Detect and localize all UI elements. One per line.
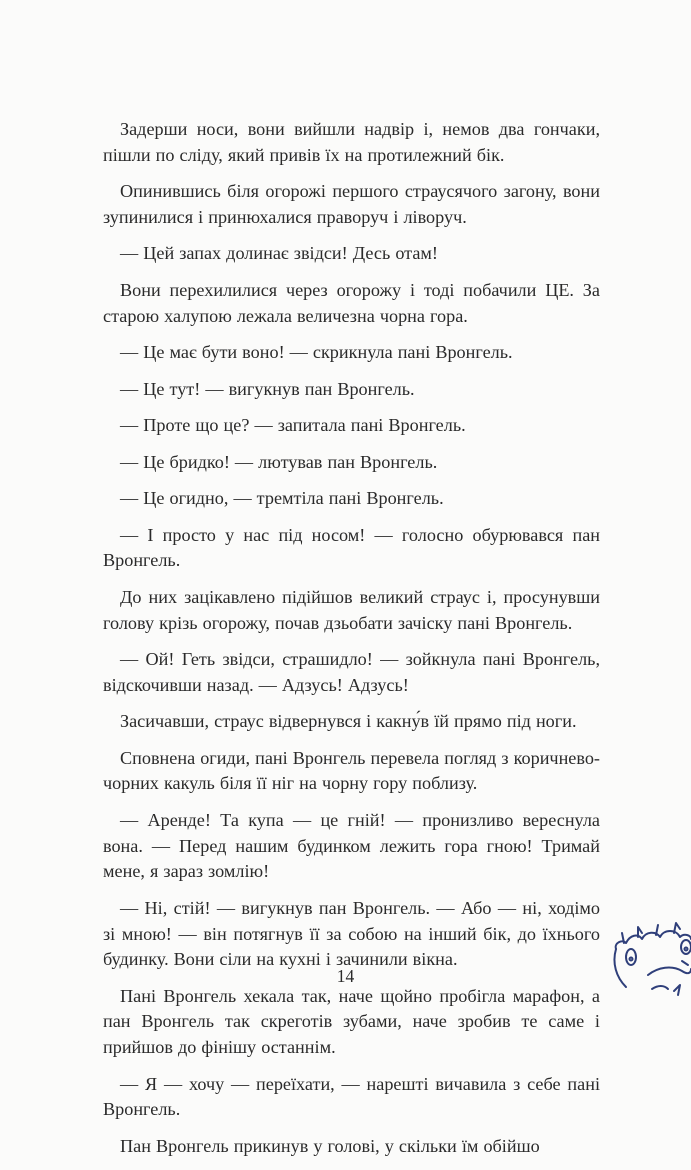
paragraph: — Я — хочу — переїхати, — нарешті вичавила з себе пані Вронгель. bbox=[103, 1073, 600, 1120]
paragraph: — Цей запах долинає звідси! Десь отам! bbox=[120, 243, 438, 264]
paragraph: Пані Вронгель хекала так, наче щойно пробігла марафон, а пан Вронгель так скреготів зубами, наче зробив те саме і прийшов до фінішу останнім. bbox=[103, 985, 600, 1058]
paragraph: Вони перехилилися через огорожу і тоді побачили ЦЕ. За старою халупою лежала величезна чорна гора. bbox=[103, 279, 600, 326]
paragraph: — Це має бути воно! — скрикнула пані Вронгель. bbox=[120, 342, 513, 363]
paragraph: Засичавши, страус відвернувся і какну́в їй прямо під ноги. bbox=[120, 711, 577, 732]
paragraph: Сповнена огиди, пані Вронгель перевела погляд з коричнево-чорних какуль біля її ніг на чорну гору поблизу. bbox=[103, 747, 600, 794]
paragraph: До них зацікавлено підійшов великий страус і, просунувши голову крізь огорожу, почав дзьобати зачіску пані Вронгель. bbox=[103, 586, 600, 633]
page-number: 14 bbox=[336, 966, 355, 986]
paragraph: Пан Вронгель прикинув у голові, у скільки їм обійшо bbox=[120, 1135, 540, 1156]
paragraph: — Проте що це? — запитала пані Вронгель. bbox=[120, 415, 466, 436]
page-body bbox=[103, 117, 600, 1170]
paragraph: — Ні, стій! — вигукнув пан Вронгель. — Або — ні, ходімо зі мною! — він потягнув її за собою на інший бік, до їхнього будинку. Вони сіли на кухні і зачинили вікна. bbox=[103, 897, 600, 970]
paragraph: — Це тут! — вигукнув пан Вронгель. bbox=[120, 378, 415, 399]
paragraph: — І просто у нас під носом! — голосно обурювався пан Вронгель. bbox=[103, 524, 600, 571]
doodle-illustration-icon bbox=[608, 903, 691, 1000]
paragraph: — Це бридко! — лютував пан Вронгель. bbox=[120, 451, 438, 472]
paragraph: Опинившись біля огорожі першого страусячого загону, вони зупинилися і принюхалися праворуч і ліворуч. bbox=[103, 181, 600, 227]
paragraph: Задерши носи, вони вийшли надвір і, немов два гончаки, пішли по сліду, який привів їх на протилежний бік. bbox=[103, 119, 600, 165]
paragraph: — Це огидно, — тремтіла пані Вронгель. bbox=[120, 488, 444, 509]
paragraph: — Аренде! Та купа — це гній! — пронизливо вереснула вона. — Перед нашим будинком лежить гора гною! Тримай мене, я зараз зомлію! bbox=[103, 809, 600, 882]
paragraph: — Ой! Геть звідси, страшидло! — зойкнула пані Вронгель, відскочивши назад. — Адзусь! Адзусь! bbox=[103, 649, 600, 695]
